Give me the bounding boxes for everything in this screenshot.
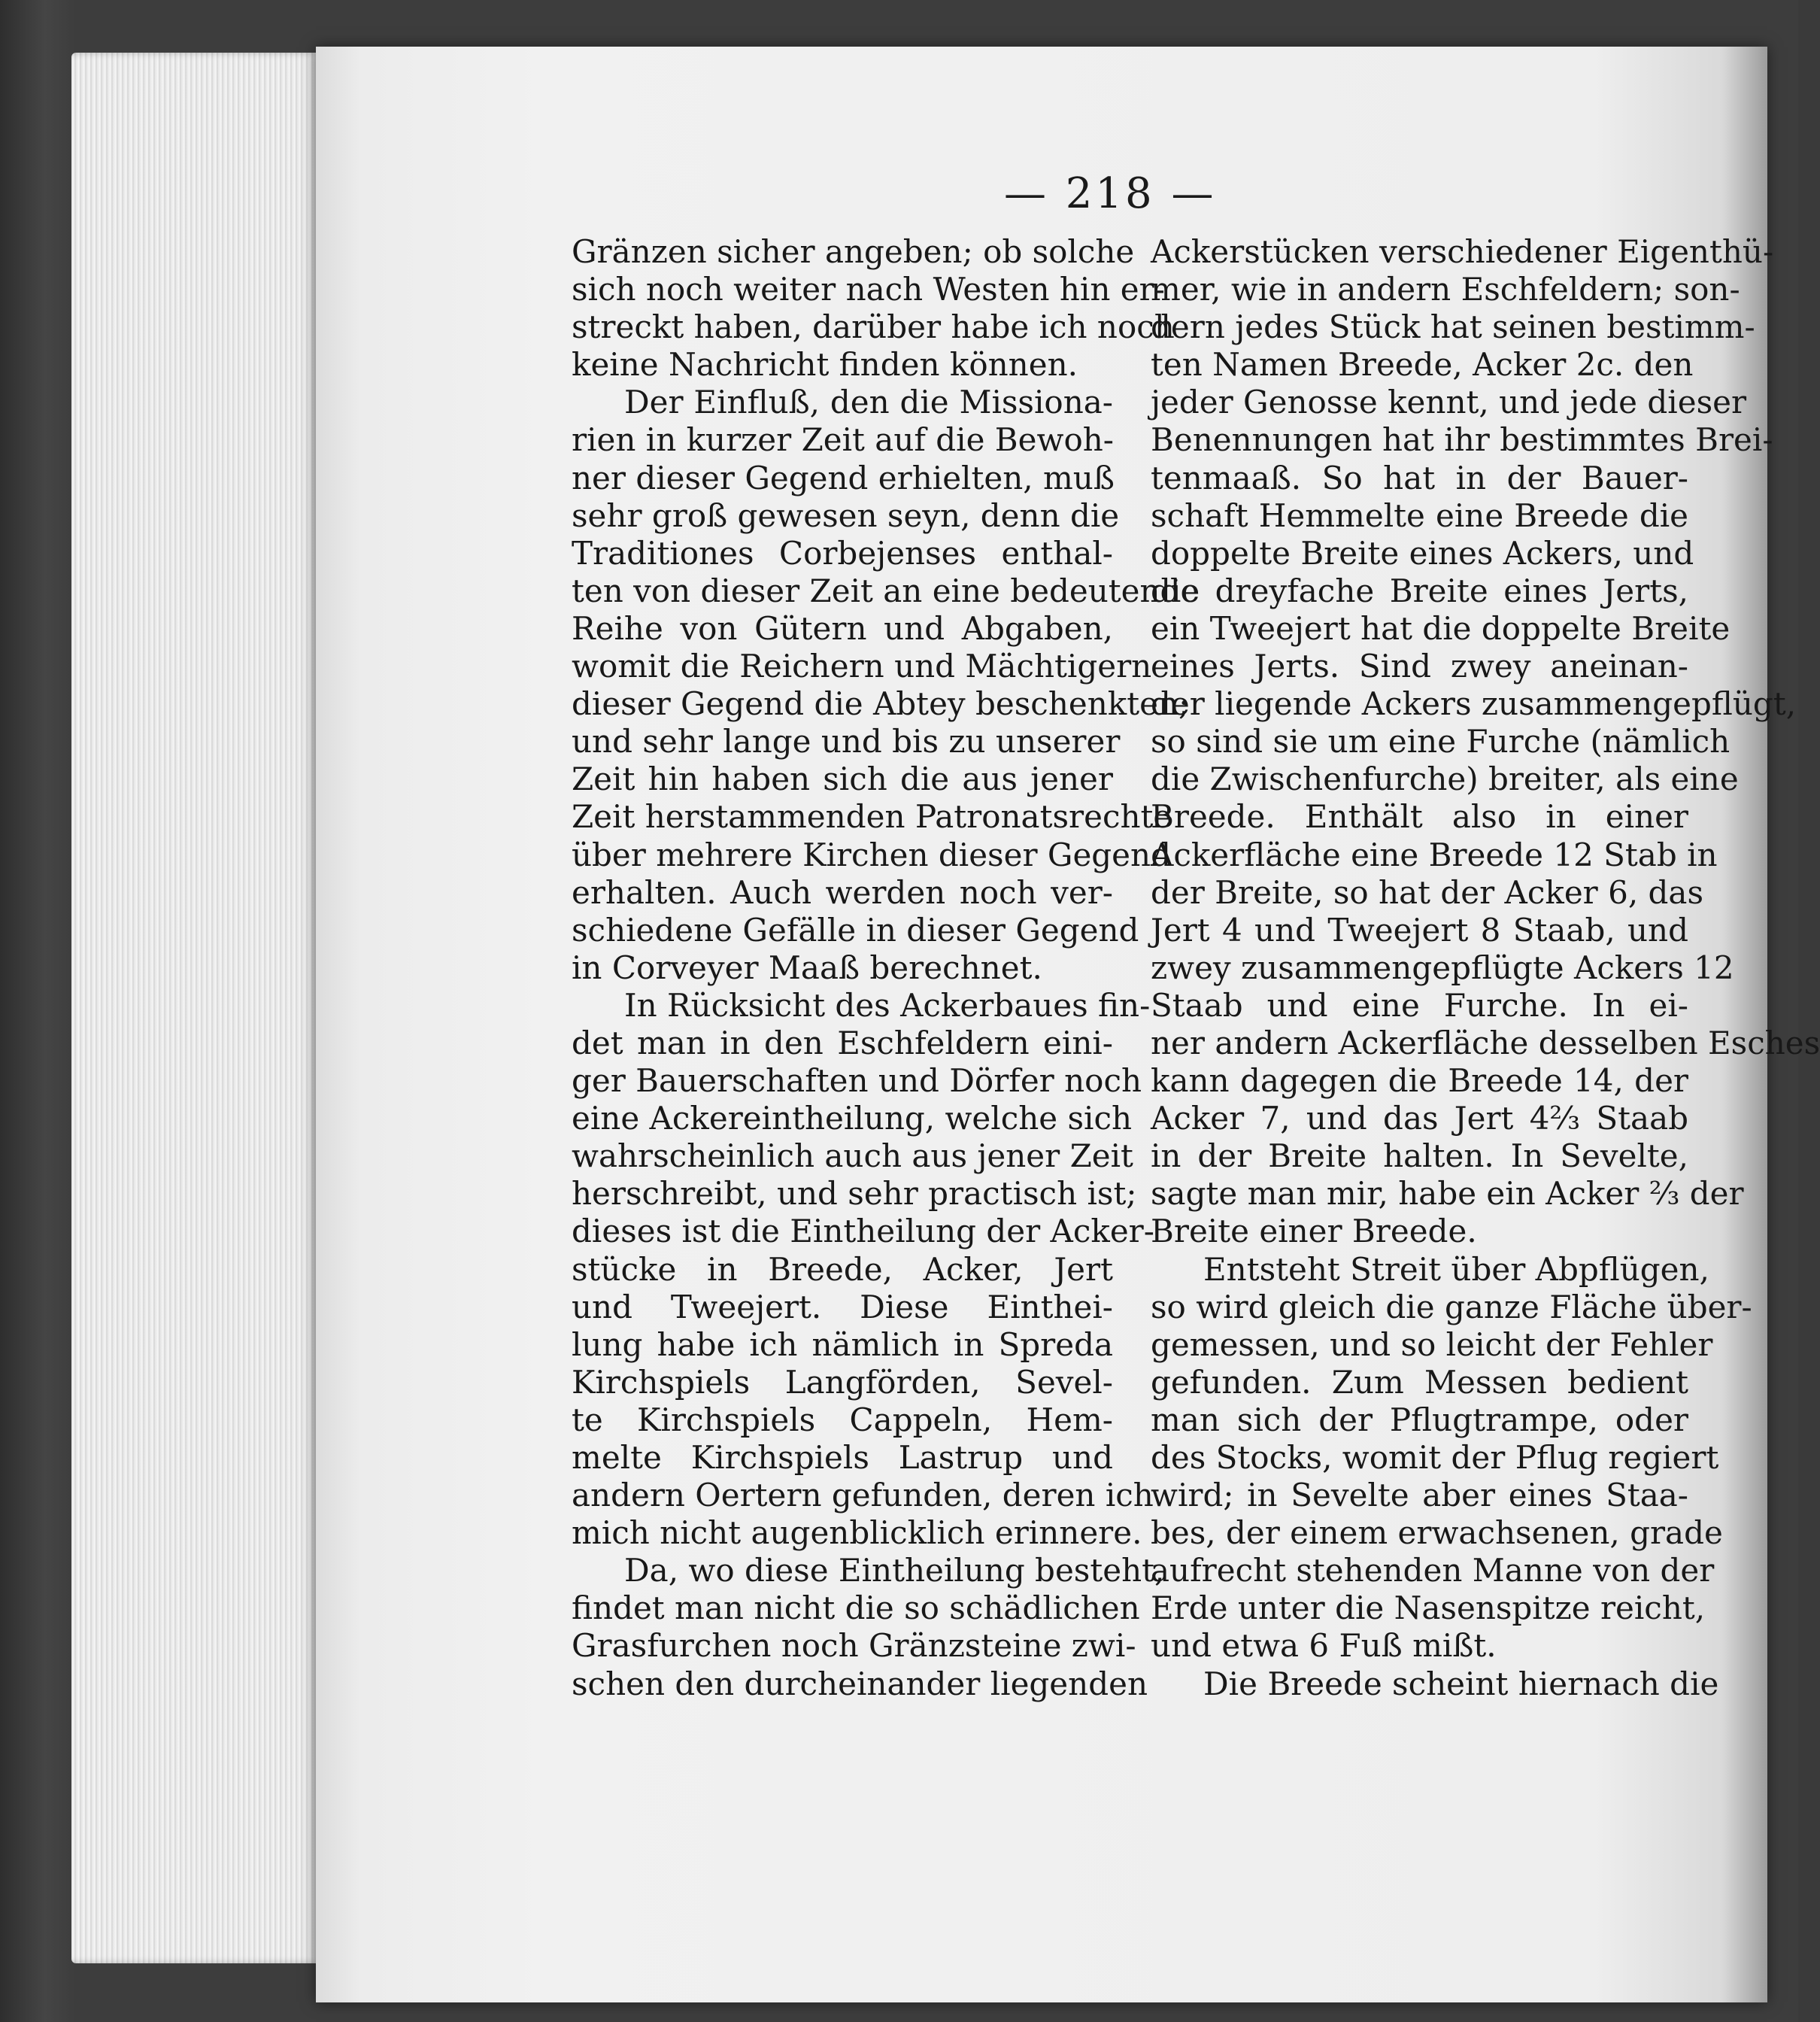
text-line: die Zwischenfurche) breiter, als eine <box>1151 761 1739 798</box>
text-line: findet man nicht die so schädlichen <box>572 1589 1140 1627</box>
text-line: die dreyfache Breite eines Jerts, <box>1151 572 1688 609</box>
text-line: lung habe ich nämlich in Spreda <box>572 1325 1113 1363</box>
text-line: der Breite, so hat der Acker 6, das <box>1151 873 1703 911</box>
text-line: mer, wie in andern Eschfeldern; son- <box>1151 271 1740 308</box>
text-line: keine Nachricht finden können. <box>572 346 1078 384</box>
text-line: stücke in Breede, Acker, Jert <box>572 1250 1113 1288</box>
text-line: herschreibt, und sehr practisch ist; <box>572 1175 1137 1213</box>
text-line: zwey zusammengepflügte Ackers 12 <box>1151 949 1734 986</box>
text-line: ner dieser Gegend erhielten, muß <box>572 459 1115 496</box>
text-line: Grasfurchen noch Gränzsteine zwi- <box>572 1627 1136 1665</box>
text-line: Da, wo diese Eintheilung besteht, <box>624 1552 1165 1589</box>
text-line: sagte man mir, habe ein Acker ⅔ der <box>1151 1175 1744 1213</box>
text-line: sehr groß gewesen seyn, denn die <box>572 496 1120 534</box>
text-line: Ackerstücken verschiedener Eigenthü- <box>1151 233 1774 270</box>
text-line: ger Bauerschaften und Dörfer noch <box>572 1062 1142 1100</box>
text-line: wird; in Sevelte aber eines Staa- <box>1151 1477 1688 1514</box>
text-line: des Stocks, womit der Pflug regiert <box>1151 1439 1719 1476</box>
text-line: und etwa 6 Fuß mißt. <box>1151 1627 1497 1665</box>
text-column-left <box>572 233 1200 1703</box>
text-line: te Kirchspiels Cappeln, Hem- <box>572 1401 1113 1438</box>
text-line: womit die Reichern und Mächtigern <box>572 648 1152 685</box>
text-line: Zeit herstammenden Patronatsrechte <box>572 798 1172 836</box>
text-line: det man in den Eschfeldern eini- <box>572 1024 1113 1061</box>
book-page-edges <box>71 53 320 1963</box>
text-line: Ackerfläche eine Breede 12 Stab in <box>1151 836 1718 873</box>
text-line: ten Namen Breede, Acker 2c. den <box>1151 346 1694 384</box>
text-line: wahrscheinlich auch aus jener Zeit <box>572 1137 1133 1175</box>
text-column-right <box>1151 233 1820 1703</box>
text-line: Gränzen sicher angeben; ob solche <box>572 233 1135 270</box>
text-line: doppelte Breite eines Ackers, und <box>1151 534 1694 572</box>
text-line: ner andern Ackerfläche desselben Esches <box>1151 1024 1820 1061</box>
text-line: jeder Genosse kennt, und jede dieser <box>1151 384 1747 421</box>
text-line: bes, der einem erwachsenen, grade <box>1151 1514 1723 1552</box>
text-line: Breede. Enthält also in einer <box>1151 798 1688 836</box>
text-line: andern Oertern gefunden, deren ich <box>572 1477 1154 1514</box>
text-line: Jert 4 und Tweejert 8 Staab, und <box>1151 911 1688 949</box>
text-line: man sich der Pflugtrampe, oder <box>1151 1401 1688 1438</box>
text-line: der liegende Ackers zusammengepflügt, <box>1151 685 1797 723</box>
text-line: in der Breite halten. In Sevelte, <box>1151 1137 1688 1175</box>
text-line: Benennungen hat ihr bestimmtes Brei- <box>1151 421 1773 459</box>
text-line: so sind sie um eine Furche (nämlich <box>1151 723 1731 761</box>
text-line: tenmaaß. So hat in der Bauer- <box>1151 459 1688 496</box>
text-line: Erde unter die Nasenspitze reicht, <box>1151 1589 1706 1627</box>
text-line: gefunden. Zum Messen bedient <box>1151 1363 1688 1401</box>
text-line: In Rücksicht des Ackerbaues fin- <box>624 986 1151 1024</box>
text-line: Staab und eine Furche. In ei- <box>1151 986 1688 1024</box>
text-line: Zeit hin haben sich die aus jener <box>572 761 1113 798</box>
text-line: Traditiones Corbejenses enthal- <box>572 534 1113 572</box>
text-line: in Corveyer Maaß berechnet. <box>572 949 1042 986</box>
text-line: dieser Gegend die Abtey beschenkten; <box>572 685 1190 723</box>
text-line: so wird gleich die ganze Fläche über- <box>1151 1288 1752 1325</box>
text-line: Reihe von Gütern und Abgaben, <box>572 609 1113 647</box>
text-line: aufrecht stehenden Manne von der <box>1151 1552 1715 1589</box>
text-line: streckt haben, darüber habe ich noch <box>572 308 1175 346</box>
text-line: rien in kurzer Zeit auf die Bewoh- <box>572 421 1114 459</box>
text-line: schaft Hemmelte eine Breede die <box>1151 496 1688 534</box>
text-line: Acker 7, und das Jert 4⅔ Staab <box>1151 1100 1688 1137</box>
text-line: kann dagegen die Breede 14, der <box>1151 1062 1688 1100</box>
text-line: und Tweejert. Diese Einthei- <box>572 1288 1113 1325</box>
text-line: gemessen, und so leicht der Fehler <box>1151 1325 1713 1363</box>
text-line: eine Ackereintheilung, welche sich <box>572 1100 1133 1137</box>
text-line: Breite einer Breede. <box>1151 1213 1477 1250</box>
text-line: ten von dieser Zeit an eine bedeutende <box>572 572 1200 609</box>
text-line: mich nicht augenblicklich erinnere. <box>572 1514 1142 1552</box>
text-line: Kirchspiels Langförden, Sevel- <box>572 1363 1113 1401</box>
text-line: Der Einfluß, den die Missiona- <box>624 384 1113 421</box>
text-line: dern jedes Stück hat seinen bestimm- <box>1151 308 1755 346</box>
text-line: melte Kirchspiels Lastrup und <box>572 1439 1113 1476</box>
text-line: erhalten. Auch werden noch ver- <box>572 873 1113 911</box>
text-line: dieses ist die Eintheilung der Acker- <box>572 1213 1154 1250</box>
text-line: schiedene Gefälle in dieser Gegend <box>572 911 1139 949</box>
text-line: über mehrere Kirchen dieser Gegend <box>572 836 1171 873</box>
text-line: und sehr lange und bis zu unserer <box>572 723 1121 761</box>
text-line: Entsteht Streit über Abpflügen, <box>1203 1250 1709 1288</box>
text-line: ein Tweejert hat die doppelte Breite <box>1151 609 1731 647</box>
text-line: sich noch weiter nach Westen hin er- <box>572 271 1165 308</box>
text-line: schen den durcheinander liegenden <box>572 1665 1148 1702</box>
text-line: Die Breede scheint hiernach die <box>1203 1665 1719 1702</box>
page-number: — 218 — <box>1004 169 1217 218</box>
text-line: eines Jerts. Sind zwey aneinan- <box>1151 648 1688 685</box>
